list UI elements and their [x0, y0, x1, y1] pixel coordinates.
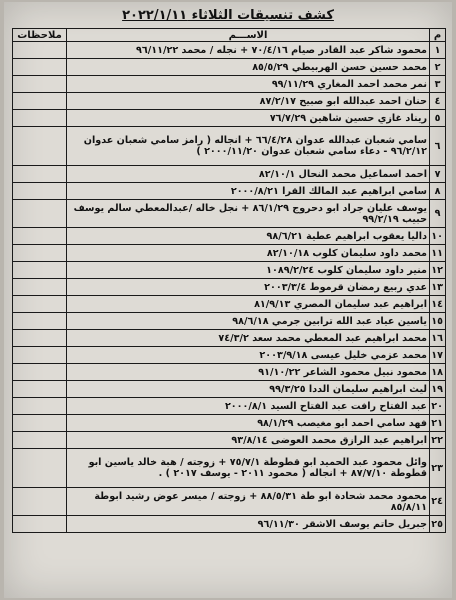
row-number: ١٨ — [430, 364, 446, 381]
row-notes — [13, 110, 67, 127]
table-row — [13, 330, 446, 347]
row-name: احمد اسماعيل محمد النحال ٨٢/١٠/١ — [67, 166, 430, 183]
row-notes — [13, 93, 67, 110]
row-number: ١٦ — [430, 330, 446, 347]
row-number: ١٣ — [430, 279, 446, 296]
row-name: ابراهيم عبد الرازق محمد العوضى ٩٣/٨/١٤ — [67, 432, 430, 449]
row-name: محمد عزمي خليل عيسى ٢٠٠٣/٩/١٨ — [67, 347, 430, 364]
row-name: نمر محمد احمد المغاري ٩٩/١١/٢٩ — [67, 76, 430, 93]
row-notes — [13, 313, 67, 330]
row-notes — [13, 166, 67, 183]
row-number: ١٧ — [430, 347, 446, 364]
table-row — [13, 245, 446, 262]
row-name: محمد حسين حسن الهربيطي ٨٥/٥/٢٩ — [67, 59, 430, 76]
row-number: ٦ — [430, 127, 446, 166]
row-number: ١٠ — [430, 228, 446, 245]
row-number: ٢ — [430, 59, 446, 76]
document-page — [4, 2, 452, 598]
table-row — [13, 432, 446, 449]
row-notes — [13, 296, 67, 313]
page-title: كشف تنسيقات الثلاثاء ٢٠٢٢/١/١١ — [122, 8, 334, 23]
row-name: عبد الفتاح رافت عبد الفتاح السيد ٢٠٠٠/٨/١ — [67, 398, 430, 415]
row-number: ٣ — [430, 76, 446, 93]
row-name: محمد داود سليمان كلوب ٨٢/١٠/١٨ — [67, 245, 430, 262]
header-name: الاســـم — [67, 29, 430, 42]
row-name: ابراهيم عبد سليمان المصري ٨١/٩/١٣ — [67, 296, 430, 313]
row-name: محمود شاكر عبد القادر صيام ٧٠/٤/١٦ + نجله / محمد ٩٦/١١/٢٢ — [67, 42, 430, 59]
row-notes — [13, 449, 67, 488]
table-row — [13, 42, 446, 59]
row-number: ١ — [430, 42, 446, 59]
row-number: ١٩ — [430, 381, 446, 398]
table-header-row — [13, 29, 446, 42]
row-notes — [13, 245, 67, 262]
table-row — [13, 110, 446, 127]
table-row — [13, 449, 446, 488]
row-name: وائل محمود عبد الحميد ابو قطوطة ٧٥/٧/١ + زوجته / هبة خالد ياسين ابو قطوطة ٨٧/٧/١٠ + انجاله ( محمود ٢٠١١ - يوسف ٢٠١٧ ) . — [67, 449, 430, 488]
row-number: ٥ — [430, 110, 446, 127]
row-name: يوسف عليان جراد ابو دحروج ٨٦/١/٢٩ + نجل خاله /عبدالمعطي سالم يوسف حبيب ٩٩/٢/١٩ — [67, 200, 430, 228]
row-number: ٢٣ — [430, 449, 446, 488]
table-row — [13, 364, 446, 381]
row-name: ياسين عياد عبد الله ترابين جرمي ٩٨/٦/١٨ — [67, 313, 430, 330]
table-row — [13, 488, 446, 516]
row-notes — [13, 200, 67, 228]
table-row — [13, 183, 446, 200]
table-row — [13, 347, 446, 364]
row-name: محمود محمد شحادة ابو طة ٨٨/٥/٣١ + زوجته / ميسر عوض رشيد ابوطة ٨٥/٨/١١ — [67, 488, 430, 516]
row-name: جبريل حاتم يوسف الاشقر ٩٦/١١/٣٠ — [67, 516, 430, 533]
row-number: ٢٢ — [430, 432, 446, 449]
table-row — [13, 127, 446, 166]
row-number: ٢١ — [430, 415, 446, 432]
row-number: ٢٥ — [430, 516, 446, 533]
row-number: ١١ — [430, 245, 446, 262]
row-notes — [13, 330, 67, 347]
table-row — [13, 228, 446, 245]
table-row — [13, 262, 446, 279]
row-notes — [13, 127, 67, 166]
row-notes — [13, 398, 67, 415]
row-notes — [13, 279, 67, 296]
row-notes — [13, 432, 67, 449]
table-row — [13, 398, 446, 415]
row-notes — [13, 488, 67, 516]
row-name: منير داود سليمان كلوب ١٠٨٩/٢/٢٤ — [67, 262, 430, 279]
table-row — [13, 166, 446, 183]
row-name: عدي ربيع رمضان قرموط ٢٠٠٣/٣/٤ — [67, 279, 430, 296]
table-row — [13, 313, 446, 330]
row-notes — [13, 347, 67, 364]
row-number: ٤ — [430, 93, 446, 110]
row-number: ٩ — [430, 200, 446, 228]
table-row — [13, 296, 446, 313]
row-notes — [13, 228, 67, 245]
row-number: ٢٠ — [430, 398, 446, 415]
row-name: محمود نبيل محمود الشاعر ٩١/١٠/٢٢ — [67, 364, 430, 381]
row-notes — [13, 262, 67, 279]
row-number: ١٥ — [430, 313, 446, 330]
table-row — [13, 93, 446, 110]
row-number: ٢٤ — [430, 488, 446, 516]
row-name: سامي ابراهيم عبد المالك القرا ٢٠٠٠/٨/٢١ — [67, 183, 430, 200]
row-notes — [13, 76, 67, 93]
table-row — [13, 516, 446, 533]
table-row — [13, 76, 446, 93]
row-notes — [13, 59, 67, 76]
row-notes — [13, 183, 67, 200]
row-notes — [13, 516, 67, 533]
row-number: ٧ — [430, 166, 446, 183]
table-row — [13, 59, 446, 76]
row-name: سامي شعبان عبدالله عدوان ٦٦/٤/٢٨ + انجاله ( رامز سامي شعبان عدوان ٩٦/٢/١٢ - دعاء سامي شعبان عدوان ٢٠٠٠/١١/٢٠ ) — [67, 127, 430, 166]
table-row — [13, 279, 446, 296]
row-name: محمد ابراهيم عبد المعطي محمد سعد ٧٤/٣/٢ — [67, 330, 430, 347]
row-notes — [13, 381, 67, 398]
row-name: داليا يعقوب ابراهيم عطية ٩٨/٦/٢١ — [67, 228, 430, 245]
table-row — [13, 381, 446, 398]
names-table — [12, 28, 446, 533]
table-row — [13, 415, 446, 432]
row-notes — [13, 42, 67, 59]
row-number: ١٤ — [430, 296, 446, 313]
row-notes — [13, 364, 67, 381]
row-name: ليث ابراهيم سليمان الددا ٩٩/٣/٢٥ — [67, 381, 430, 398]
table-row — [13, 200, 446, 228]
header-num: م — [430, 29, 446, 42]
row-name: فهد سامي احمد ابو مغيصب ٩٨/١/٢٩ — [67, 415, 430, 432]
row-name: ريناد غازي حسين شاهين ٧٦/٧/٢٩ — [67, 110, 430, 127]
row-number: ٨ — [430, 183, 446, 200]
row-name: حنان احمد عبدالله ابو صبيح ٨٧/٢/١٧ — [67, 93, 430, 110]
header-notes: ملاحظات — [13, 29, 67, 42]
row-notes — [13, 415, 67, 432]
row-number: ١٢ — [430, 262, 446, 279]
